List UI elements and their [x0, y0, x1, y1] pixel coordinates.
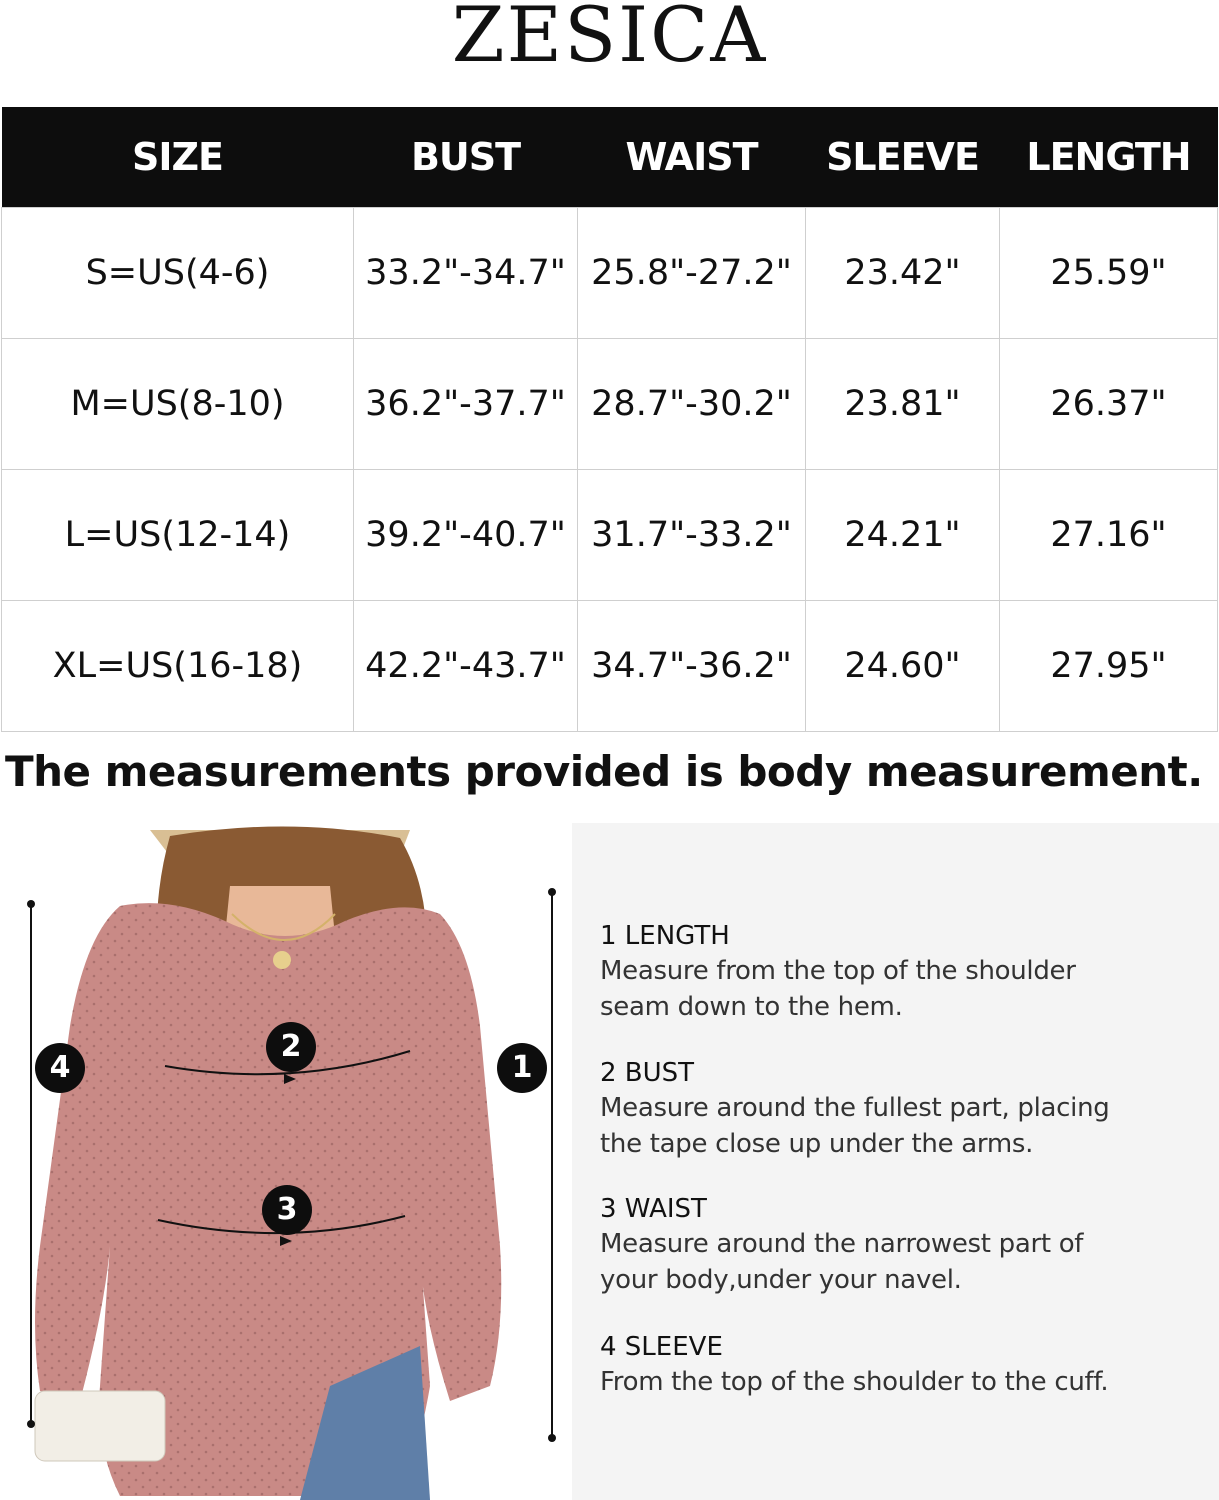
shirt-model-image [0, 826, 572, 1500]
cell-bust: 33.2"-34.7" [354, 207, 578, 338]
cell-bust: 39.2"-40.7" [354, 469, 578, 600]
cell-size: M=US(8-10) [2, 338, 354, 469]
guide-item-sleeve [600, 1330, 1210, 1400]
cell-size: L=US(12-14) [2, 469, 354, 600]
guide-desc-line: Measure around the fullest part, placing [600, 1093, 1110, 1123]
cell-length: 27.16" [1000, 469, 1218, 600]
cell-length: 25.59" [1000, 207, 1218, 338]
guide-item-bust [600, 1056, 1210, 1162]
table-row [2, 469, 1218, 600]
cell-size: XL=US(16-18) [2, 600, 354, 731]
table-row [2, 207, 1218, 338]
measurement-note: The measurements provided is body measurement. [5, 747, 1203, 796]
badge-length: 1 [497, 1043, 547, 1093]
table-row [2, 338, 1218, 469]
cell-sleeve: 24.60" [806, 600, 1000, 731]
cell-sleeve: 23.42" [806, 207, 1000, 338]
measurement-guide [572, 823, 1219, 1500]
table-header-row [2, 107, 1218, 207]
model-illustration [0, 826, 572, 1500]
cell-waist: 28.7"-30.2" [578, 338, 806, 469]
guide-item-waist [600, 1192, 1210, 1298]
pendant-icon [273, 951, 291, 969]
size-chart-table [1, 107, 1218, 732]
guide-title: 2 BUST [600, 1058, 695, 1088]
guide-desc-line: your body,under your navel. [600, 1265, 962, 1295]
guide-desc-line: the tape close up under the arms. [600, 1129, 1034, 1159]
badge-sleeve: 4 [35, 1043, 85, 1093]
header-size: SIZE [2, 107, 354, 207]
cell-waist: 34.7"-36.2" [578, 600, 806, 731]
cell-sleeve: 24.21" [806, 469, 1000, 600]
guide-desc-line: Measure from the top of the shoulder [600, 956, 1076, 986]
header-waist: WAIST [578, 107, 806, 207]
header-sleeve: SLEEVE [806, 107, 1000, 207]
header-bust: BUST [354, 107, 578, 207]
guide-title: 4 SLEEVE [600, 1332, 723, 1362]
cell-size: S=US(4-6) [2, 207, 354, 338]
guide-item-length [600, 919, 1210, 1025]
cell-bust: 42.2"-43.7" [354, 600, 578, 731]
guide-desc-line: From the top of the shoulder to the cuff. [600, 1367, 1109, 1397]
cell-waist: 25.8"-27.2" [578, 207, 806, 338]
cell-length: 27.95" [1000, 600, 1218, 731]
table-row [2, 600, 1218, 731]
guide-desc-line: seam down to the hem. [600, 992, 903, 1022]
cell-sleeve: 23.81" [806, 338, 1000, 469]
badge-bust: 2 [266, 1022, 316, 1072]
cell-waist: 31.7"-33.2" [578, 469, 806, 600]
guide-title: 1 LENGTH [600, 921, 730, 951]
cell-length: 26.37" [1000, 338, 1218, 469]
guide-desc-line: Measure around the narrowest part of [600, 1229, 1084, 1259]
badge-waist: 3 [262, 1185, 312, 1235]
cell-bust: 36.2"-37.7" [354, 338, 578, 469]
clutch-bag-icon [35, 1391, 165, 1461]
header-length: LENGTH [1000, 107, 1218, 207]
brand-logo: ZESICA [451, 0, 768, 79]
guide-title: 3 WAIST [600, 1194, 707, 1224]
